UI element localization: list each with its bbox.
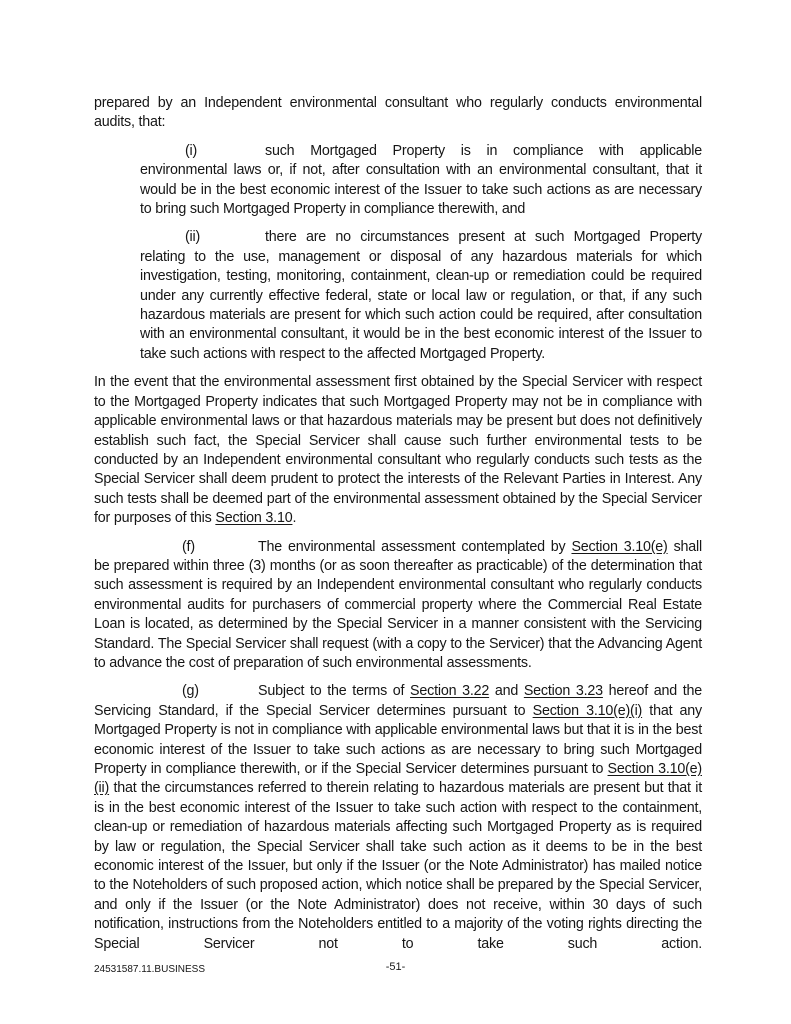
document-id: 24531587.11.BUSINESS bbox=[94, 964, 206, 975]
paragraph bbox=[94, 682, 702, 954]
text-run: hereof and the Servicing Standard, if the Special Servicer determines pursuant to bbox=[94, 683, 702, 719]
section-reference: Section 3.10 bbox=[215, 510, 293, 527]
paragraph bbox=[94, 538, 702, 674]
text-run: that any Mortgaged Property is not in compliance with applicable environmental laws but that it is in the best economic interest of the Issuer to take such actions as are necessary to bring such Mortgaged Property in compliance therewith, or if the Special Servicer determines pursuant to bbox=[94, 702, 703, 777]
text-run: The environmental assessment contemplated by bbox=[258, 538, 572, 555]
text-run: shall be prepared within three (3) months (or as soon thereafter as practicable) of the determination that such assessment is required by an Independent environmental consultant who regularly conducts environmental audits for purchasers of commercial property where the Commercial Real Estate Loan is located, as determined by the Special Servicer in a manner consistent with the Servicing Standard. The Special Servicer shall request (with a copy to the Servicer) that the Advancing Agent to advance the cost of preparation of such environmental assessments. bbox=[94, 538, 702, 671]
text-run: . bbox=[292, 510, 297, 527]
section-reference: Section 3.10(e) bbox=[571, 538, 668, 555]
section-reference: Section 3.10(e)(i) bbox=[532, 702, 643, 719]
text-run: and bbox=[489, 683, 524, 700]
paragraph-label: (f) bbox=[182, 538, 195, 555]
paragraph bbox=[94, 94, 702, 133]
paragraph bbox=[140, 142, 702, 220]
paragraph bbox=[94, 373, 702, 528]
page-footer bbox=[0, 961, 791, 981]
document-body bbox=[94, 94, 702, 963]
section-reference: Section 3.10(e)(ii) bbox=[94, 761, 702, 797]
paragraph-label: (g) bbox=[182, 683, 199, 700]
text-run: that the circumstances referred to therein relating to hazardous materials are present but that it is in the best economic interest of the Issuer to take such action with respect to the containment, clean-up or remediation of hazardous materials affecting such Mortgaged Property as is required by law or regulation, the Special Servicer shall take such action as it deems to be in the best economic interest of the Issuer, but only if the Issuer (or the Note Administrator) has mailed notice to the Noteholders of such proposed action, which notice shall be prepared by the Special Servicer, and only if the Issuer (or the Note Administrator) does not receive, within 30 days of such notification, instructions from the Noteholders entitled to a majority of the voting rights directing the Special Servicer not to take such action. bbox=[94, 780, 702, 952]
section-reference: Section 3.22 bbox=[410, 683, 490, 700]
text-run: there are no circumstances present at such Mortgaged Property relating to the use, management or disposal of any hazardous materials for which investigation, testing, monitoring, containment, clean-up or remediation could be required under any currently effective federal, state or local law or regulation, or that, if any such hazardous materials are present for which such action could be required, after consultation with an environmental consultant, it would be in the best economic interest of the Issuer to take such actions with respect to the affected Mortgaged Property. bbox=[140, 229, 702, 362]
paragraph bbox=[140, 228, 702, 364]
section-reference: Section 3.23 bbox=[523, 683, 603, 700]
text-run: such Mortgaged Property is in compliance with applicable environmental laws or, if not, after consultation with an environmental consultant, that it would be in the best economic interest of the Issuer to take such actions as are necessary to bring such Mortgaged Property in compliance therewith, and bbox=[140, 142, 702, 218]
text-run: In the event that the environmental assessment first obtained by the Special Servicer with respect to the Mortgaged Property indicates that such Mortgaged Property may not be in compliance with applicable environmental laws or that hazardous materials may be present but does not definitively establish such fact, the Special Servicer shall cause such further environmental tests to be conducted by an Independent environmental consultant who regularly conducts such tests as the Special Servicer shall deem prudent to protect the interests of the Relevant Parties in Interest. Any such tests shall be deemed part of the environmental assessment obtained by the Special Servicer for purposes of this bbox=[94, 374, 702, 527]
text-run: Subject to the terms of bbox=[258, 683, 411, 700]
paragraph-label: (ii) bbox=[185, 229, 201, 246]
text-run: prepared by an Independent environmental consultant who regularly conducts environmental audits, that: bbox=[94, 95, 702, 131]
paragraph-label: (i) bbox=[185, 142, 198, 159]
page-number: -51- bbox=[385, 961, 406, 973]
